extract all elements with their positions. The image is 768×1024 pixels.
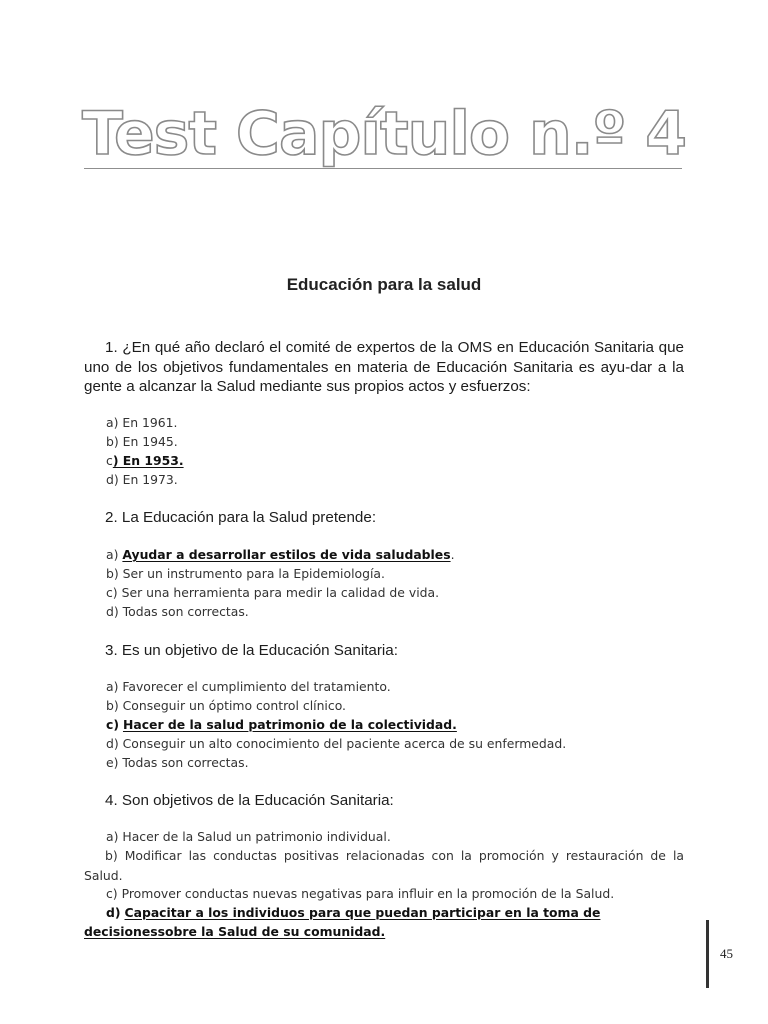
question-1-option-a: a) En 1961. <box>106 415 178 430</box>
question-3-text: 3. Es un objetivo de la Educación Sanitaria: <box>105 642 398 659</box>
page-number-bar <box>706 920 709 988</box>
question-1-option-b: b) En 1945. <box>106 434 178 449</box>
question-4-option-b: b) Modificar las conductas positivas relacionadas con la promoción y restauración de la Salud. <box>84 848 684 883</box>
question-4-option-d-continuation: decisionessobre la Salud de su comunidad. <box>84 924 386 939</box>
section-subtitle: Educación para la salud <box>286 275 482 294</box>
question-1-text: 1. ¿En qué año declaró el comité de expertos de la OMS en Educación Sanitaria que uno de los objetivos fundamentales en materia de Educación Sanitaria es ayu-dar a la gente a alcanzar la Salud mediante sus propios actos y esfuerzos: <box>84 339 684 395</box>
question-4-option-a: a) Hacer de la Salud un patrimonio individual. <box>106 829 391 844</box>
question-2-option-d: d) Todas son correctas. <box>106 604 249 619</box>
question-4-option-c: c) Promover conductas nuevas negativas para influir en la promoción de la Salud. <box>106 886 615 901</box>
chapter-title: Test Capítulo n.º 4 <box>81 99 687 169</box>
question-3-option-e: e) Todas son correctas. <box>106 755 249 770</box>
question-2-option-b: b) Ser un instrumento para la Epidemiología. <box>106 566 385 581</box>
question-2-option-c: c) Ser una herramienta para medir la calidad de vida. <box>106 585 440 600</box>
question-3-option-a: a) Favorecer el cumplimiento del tratamiento. <box>106 679 391 694</box>
question-4-option-d-correct: d) Capacitar a los individuos para que puedan participar en la toma de <box>106 905 601 920</box>
question-3-option-d: d) Conseguir un alto conocimiento del paciente acerca de su enfermedad. <box>106 736 567 751</box>
question-1-option-d: d) En 1973. <box>106 472 178 487</box>
question-1-option-c-correct: c) En 1953. <box>106 453 184 468</box>
question-2-option-a-correct: a) Ayudar a desarrollar estilos de vida saludables. <box>106 547 455 562</box>
page-number: 45 <box>720 946 733 961</box>
question-3-option-c-correct: c) Hacer de la salud patrimonio de la colectividad. <box>106 717 457 732</box>
title-divider <box>84 168 682 169</box>
question-4-text: 4. Son objetivos de la Educación Sanitaria: <box>105 792 394 809</box>
question-3-option-b: b) Conseguir un óptimo control clínico. <box>106 698 346 713</box>
question-2-text: 2. La Educación para la Salud pretende: <box>105 509 377 526</box>
